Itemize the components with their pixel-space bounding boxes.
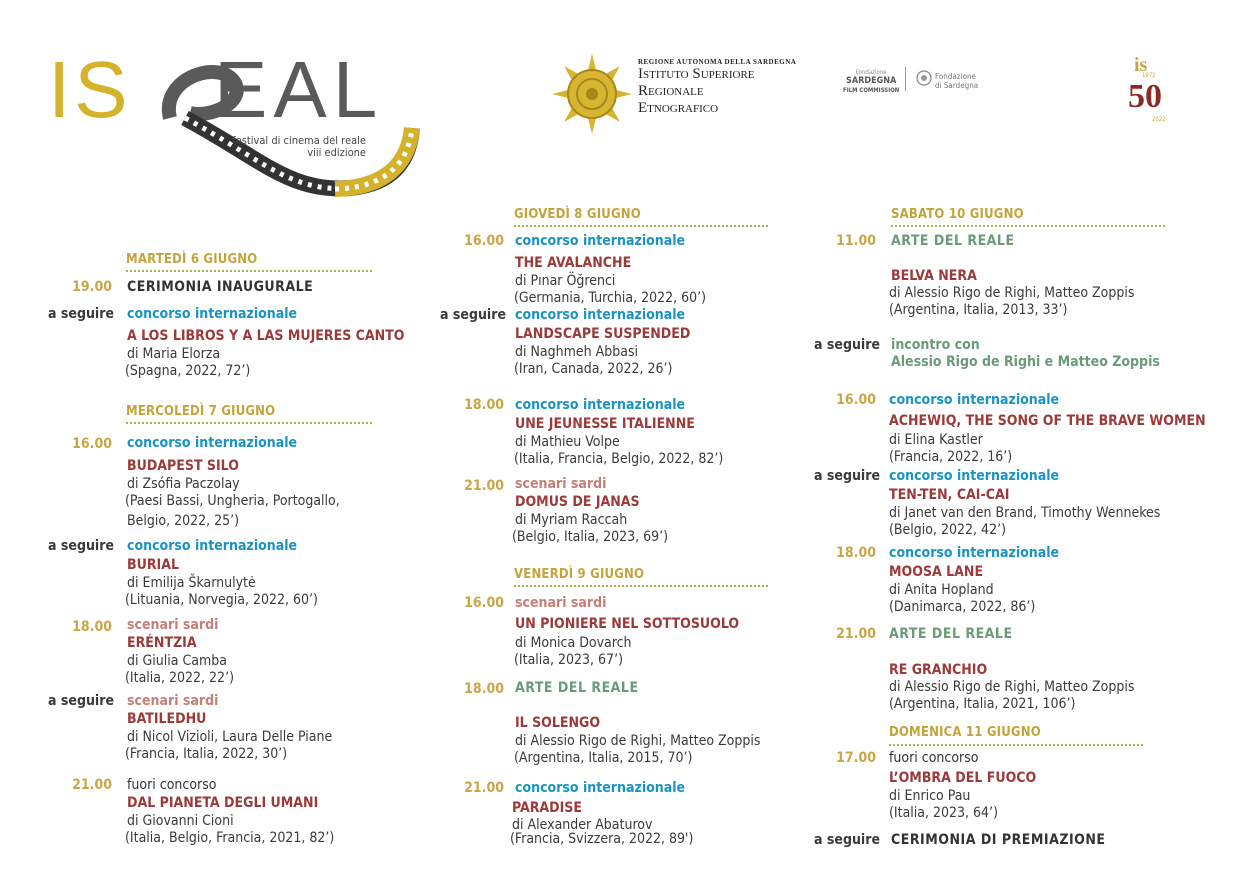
film-info-continued: Belgio, 2022, 25’): [127, 513, 240, 529]
event-time: 16.00: [836, 392, 876, 408]
fondazione-icon: [916, 70, 932, 86]
film-title: UNE JEUNESSE ITALIENNE: [515, 416, 695, 432]
film-director: di Mathieu Volpe: [515, 434, 620, 450]
film-director: di Giovanni Cioni: [127, 813, 234, 829]
film-title: THE AVALANCHE: [515, 255, 632, 271]
day-divider: [126, 270, 372, 272]
event-category: scenari sardi: [515, 476, 607, 492]
day-heading: GIOVEDÌ 8 GIUGNO: [514, 207, 641, 222]
film-info: (Danimarca, 2022, 86’): [889, 599, 1036, 615]
film-title: IL SOLENGO: [515, 715, 601, 731]
a-seguire-label: a seguire: [814, 337, 880, 353]
film-title: ERÉNTZIA: [127, 635, 197, 651]
film-info: (Italia, 2022, 22’): [125, 670, 234, 686]
sun-emblem-icon: [550, 52, 634, 136]
logo-is-text: IS: [48, 45, 132, 134]
event-category: scenari sardi: [127, 617, 219, 633]
institute-line1: Istituto Superiore: [638, 66, 755, 82]
film-info: (Germania, Turchia, 2022, 60’): [514, 290, 707, 306]
fondazione-line1: Fondazione: [935, 72, 976, 81]
film-director: di Monica Dovarch: [515, 635, 632, 651]
event-time: 21.00: [464, 780, 504, 796]
institute-line2: Regionale: [638, 83, 704, 99]
film-title: BUDAPEST SILO: [127, 458, 239, 474]
film-director: di Nicol Vizioli, Laura Delle Piane: [127, 729, 333, 745]
anniversary-is-text: is: [1134, 54, 1148, 76]
institute-line3: Etnografico: [638, 100, 719, 116]
film-info: (Francia, Svizzera, 2022, 89'): [510, 831, 694, 847]
day-divider: [891, 225, 1165, 227]
day-divider: [889, 744, 1143, 746]
event-category: concorso internazionale: [127, 538, 298, 554]
event-time: 17.00: [836, 750, 876, 766]
fondazione-sardegna-logo: [935, 72, 978, 90]
film-title: L’OMBRA DEL FUOCO: [889, 770, 1037, 786]
event-category: concorso internazionale: [515, 397, 686, 413]
a-seguire-label: a seguire: [48, 693, 114, 709]
event-category: ARTE DEL REALE: [889, 626, 1013, 642]
film-title: RE GRANCHIO: [889, 662, 988, 678]
film-info: (Francia, Italia, 2022, 30’): [125, 746, 288, 762]
film-info: (Spagna, 2022, 72’): [125, 363, 251, 379]
film-title: BELVA NERA: [891, 268, 977, 284]
event-category: ARTE DEL REALE: [515, 680, 639, 696]
logo-subtitle-line2: viii edizione: [307, 146, 366, 159]
event-category: incontro con: [891, 337, 980, 353]
film-director: di Alessio Rigo de Righi, Matteo Zoppis: [515, 733, 761, 749]
event-category: scenari sardi: [515, 595, 607, 611]
film-info: (Italia, 2023, 64’): [889, 805, 998, 821]
a-seguire-label: a seguire: [440, 307, 506, 323]
isre-50-anniversary-logo: [1124, 54, 1180, 126]
event-category: ARTE DEL REALE: [891, 233, 1015, 249]
sardegna-line2: SARDEGNA: [846, 76, 897, 86]
event-category: concorso internazionale: [127, 435, 298, 451]
film-title: PARADISE: [512, 800, 582, 816]
film-info: (Belgio, Italia, 2023, 69’): [512, 529, 669, 545]
film-info: (Francia, 2022, 16’): [889, 449, 1013, 465]
sardegna-film-commission-logo: [843, 68, 899, 95]
anniversary-end-year: 2022: [1152, 116, 1166, 123]
logo-divider: [905, 67, 906, 91]
event-time: 21.00: [72, 777, 112, 793]
day-heading: SABATO 10 GIUGNO: [891, 207, 1024, 222]
film-director: di Naghmeh Abbasi: [515, 344, 639, 360]
film-director: di Myriam Raccah: [515, 512, 628, 528]
film-info: (Iran, Canada, 2022, 26’): [514, 361, 673, 377]
event-time: 16.00: [72, 436, 112, 452]
film-info: (Argentina, Italia, 2021, 106’): [889, 696, 1076, 712]
logo-eal-text: EAL: [214, 45, 384, 134]
film-director: di Maria Elorza: [127, 346, 221, 362]
day-divider: [126, 422, 372, 424]
a-seguire-label: a seguire: [48, 538, 114, 554]
logo-subtitle-line1: festival di cinema del reale: [232, 134, 366, 147]
day-divider: [514, 225, 768, 227]
event-guests: Alessio Rigo de Righi e Matteo Zoppis: [891, 354, 1160, 370]
event-category: concorso internazionale: [127, 306, 298, 322]
film-title: BURIAL: [127, 557, 179, 573]
event-time: 21.00: [836, 626, 876, 642]
film-title: MOOSA LANE: [889, 564, 984, 580]
fondazione-line2: di Sardegna: [935, 81, 979, 90]
sardegna-line3: FILM COMMISSION: [843, 87, 900, 94]
film-director: di Alexander Abaturov: [512, 817, 653, 833]
film-title: TEN-TEN, CAI-CAI: [889, 487, 1010, 503]
day-divider: [514, 585, 768, 587]
region-label: REGIONE AUTONOMA DELLA SARDEGNA: [638, 58, 797, 66]
film-title: DAL PIANETA DEGLI UMANI: [127, 795, 319, 811]
film-info: (Argentina, Italia, 2015, 70’): [514, 750, 693, 766]
film-director: di Enrico Pau: [889, 788, 971, 804]
institute-name: [638, 58, 796, 117]
anniversary-start-year: 1972: [1142, 72, 1156, 79]
event-time: 19.00: [72, 279, 112, 295]
event-time: 18.00: [464, 681, 504, 697]
film-info: (Italia, 2023, 67’): [514, 652, 623, 668]
a-seguire-label: a seguire: [814, 832, 880, 848]
event-time: 11.00: [836, 233, 876, 249]
film-info: (Lituania, Norvegia, 2022, 60’): [125, 592, 318, 608]
a-seguire-label: a seguire: [814, 468, 880, 484]
film-title: LANDSCAPE SUSPENDED: [515, 326, 691, 342]
event-time: 18.00: [464, 397, 504, 413]
film-director: di Anita Hopland: [889, 582, 994, 598]
film-info: (Argentina, Italia, 2013, 33’): [889, 302, 1068, 318]
film-title: A LOS LIBROS Y A LAS MUJERES CANTO: [127, 328, 405, 344]
day-heading: VENERDÌ 9 GIUGNO: [514, 567, 645, 582]
event-category: CERIMONIA INAUGURALE: [127, 279, 314, 295]
event-category: concorso internazionale: [889, 468, 1060, 484]
film-info: (Paesi Bassi, Ungheria, Portogallo,: [125, 493, 340, 509]
film-director: di Alessio Rigo de Righi, Matteo Zoppis: [889, 679, 1135, 695]
film-title: BATILEDHU: [127, 711, 207, 727]
event-time: 16.00: [464, 233, 504, 249]
day-heading: MARTEDÌ 6 GIUGNO: [126, 252, 258, 267]
film-title: UN PIONIERE NEL SOTTOSUOLO: [515, 616, 740, 632]
a-seguire-label: a seguire: [48, 306, 114, 322]
film-director: di Giulia Camba: [127, 653, 227, 669]
event-time: 18.00: [836, 545, 876, 561]
event-category: concorso internazionale: [889, 545, 1060, 561]
film-director: di Emilija Škarnulytė: [127, 575, 256, 591]
event-category: fuori concorso: [127, 777, 217, 793]
anniversary-50-text: 50: [1128, 78, 1162, 115]
event-category: fuori concorso: [889, 750, 979, 766]
film-director: di Pınar Öğrenci: [515, 273, 616, 289]
logo-subtitle: [232, 135, 366, 159]
event-time: 18.00: [72, 619, 112, 635]
event-time: 16.00: [464, 595, 504, 611]
event-category: concorso internazionale: [515, 307, 686, 323]
film-director: di Alessio Rigo de Righi, Matteo Zoppis: [889, 285, 1135, 301]
film-title: ACHEWIQ, THE SONG OF THE BRAVE WOMEN: [889, 413, 1206, 429]
film-title: DOMUS DE JANAS: [515, 494, 640, 510]
event-category: concorso internazionale: [515, 780, 686, 796]
film-director: di Janet van den Brand, Timothy Wennekes: [889, 505, 1161, 521]
film-director: di Elina Kastler: [889, 432, 983, 448]
event-category: scenari sardi: [127, 693, 219, 709]
film-info: (Italia, Francia, Belgio, 2022, 82’): [514, 451, 724, 467]
film-info: (Belgio, 2022, 42’): [889, 522, 1006, 538]
event-category: CERIMONIA DI PREMIAZIONE: [891, 832, 1106, 848]
event-time: 21.00: [464, 478, 504, 494]
day-heading: DOMENICA 11 GIUGNO: [889, 725, 1041, 740]
film-director: di Zsófia Paczolay: [127, 476, 240, 492]
day-heading: MERCOLEDÌ 7 GIUGNO: [126, 404, 276, 419]
event-category: concorso internazionale: [515, 233, 686, 249]
film-info: (Italia, Belgio, Francia, 2021, 82’): [125, 830, 335, 846]
sardegna-line1: Fondazione: [855, 69, 887, 76]
event-category: concorso internazionale: [889, 392, 1060, 408]
